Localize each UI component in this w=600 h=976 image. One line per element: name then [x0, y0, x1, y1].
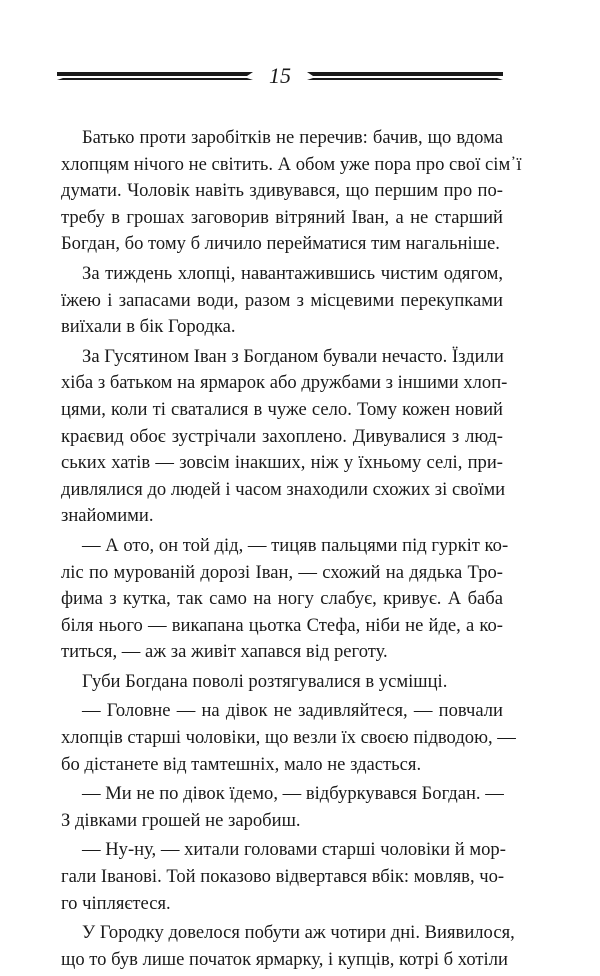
- text-line: хіба з батьком на ярмарок або дружбами з іншими хлоп-: [61, 372, 508, 394]
- text-line: фима з кутка, так само на ногу слабує, кривує. А баба: [61, 588, 503, 610]
- text-line: го чіпляєтеся.: [61, 892, 171, 914]
- paragraph: [61, 669, 503, 696]
- text-line: Богдан, бо тому б личило перейматися тим нагальніше.: [61, 233, 500, 255]
- text-line: знайомими.: [61, 505, 154, 527]
- text-line: ліс по мурованій дорозі Іван, — схожий на дядька Тро-: [61, 561, 503, 583]
- text-line: У Городку довелося побути аж чотири дні. Виявилося,: [82, 922, 515, 944]
- text-line: — А ото, он той дід, — тицяв пальцями під гуркіт ко-: [82, 534, 509, 556]
- running-header: [57, 64, 503, 94]
- page-number: 15: [269, 63, 291, 88]
- paragraph: [61, 533, 509, 666]
- text-line: — Головне — на дівок не задивляйтеся, — повчали: [82, 700, 503, 722]
- text-line: що то був лише початок ярмарку, і купців, котрі б хотіли: [61, 948, 508, 970]
- text-line: гали Іванові. Той показово відвертався вбік: мовляв, чо-: [61, 866, 505, 888]
- text-line: требу в грошах заговорив вітряний Іван, а не старший: [61, 206, 503, 228]
- text-line: ських хатів — зовсім інакших, ніж у їхньому селі, при-: [61, 452, 503, 474]
- text-line: виїхали в бік Городка.: [61, 316, 236, 338]
- paragraph: [61, 125, 522, 258]
- paragraph: [61, 344, 508, 530]
- text-line: їжею і запасами води, разом з місцевими перекупками: [61, 289, 503, 311]
- text-line: думати. Чоловік навіть здивувався, що першим про по-: [61, 180, 503, 202]
- text-line: — Ну-ну, — хитали головами старші чоловіки й мор-: [82, 839, 506, 861]
- text-line: біля нього — викапана цьотка Стефа, ніби не йде, а ко-: [61, 614, 503, 636]
- paragraph: [61, 837, 506, 917]
- text-line: титься, — аж за живіт хапався від реготу.: [61, 641, 388, 663]
- paragraph: [61, 781, 503, 834]
- text-line: — Ми не по дівок їдемо, — відбуркувався Богдан. —: [82, 783, 504, 805]
- body-text: [61, 125, 522, 976]
- text-line: хлопців старші чоловіки, що везли їх своєю підводою, —: [61, 727, 516, 749]
- text-line: цями, коли ті сваталися в чуже село. Тому кожен новий: [61, 398, 503, 420]
- text-line: дивлялися до людей і часом знаходили схожих зі своїми: [61, 478, 506, 500]
- text-line: За тиждень хлопці, навантажившись чистим одягом,: [82, 262, 503, 284]
- text-line: За Гусятином Іван з Богданом бували нечасто. Їздили: [82, 345, 504, 367]
- paragraph: [61, 261, 503, 341]
- text-line: З дівками грошей не заробиш.: [61, 809, 301, 831]
- text-line: Батько проти заробітків не перечив: бачив, що вдома: [82, 127, 503, 148]
- paragraph: [61, 698, 516, 778]
- text-line: бо дістанете від тамтешніх, мало не здасться.: [61, 753, 422, 775]
- text-line: краєвид обоє зустрічали захоплено. Дивувалися з люд-: [61, 425, 503, 447]
- text-line: Губи Богдана поволі розтягувалися в усмішці.: [82, 670, 448, 692]
- text-line: хлопцям нічого не світить. А обом уже пора про свої сім᾿ї: [61, 153, 522, 175]
- decorative-rule-right: [307, 70, 503, 82]
